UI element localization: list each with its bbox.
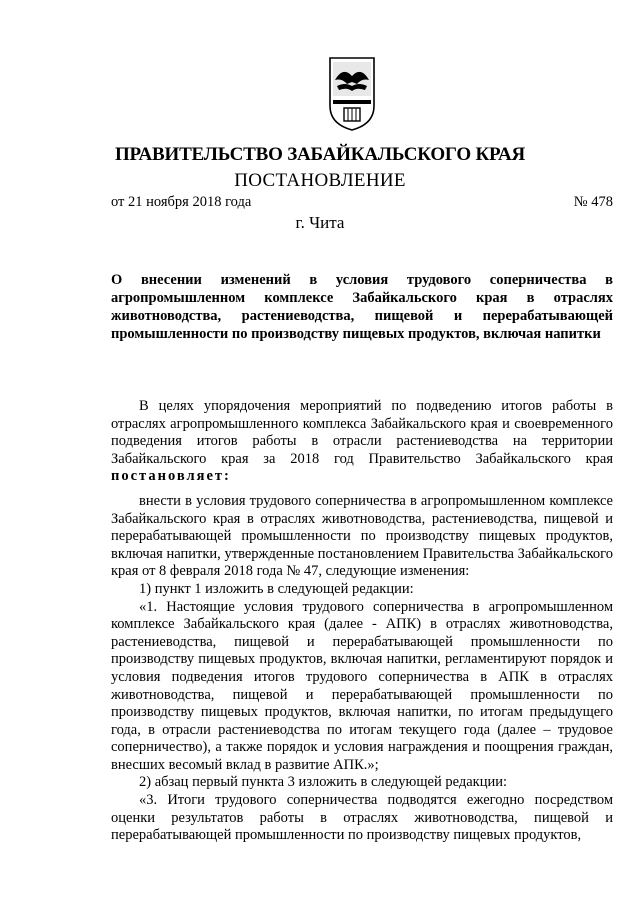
paragraph-3: «1. Настоящие условия трудового соперничества в агропромышленном комплексе Забайкальского края (далее - АПК) в отраслях животноводства, растениеводства, пищевой и перерабатывающей промышленности по производству пищевых продуктов, включая напитки, регламентируют порядок и условия подведения итогов трудового соперничества в АПК в отраслях животноводства, пищевой и перерабатывающей промышленности по производству пищевых продуктов, включая напитки, по итогам предыдущего года, в отрасли растениеводства по итогам текущего года (далее – трудовое соперничество), а также порядок и условия награждения и поощрения граждан, внесших весомый вклад в развитие АПК.»; <box>111 598 613 773</box>
decree-word: постановляет <box>111 468 225 485</box>
document-title: О внесении изменений в условия трудового соперничества в агропромышленном комплексе Забайкальского края в отраслях животноводства, растениеводства, пищевой и перерабатывающей промышленности по производству пищевых продуктов, включая напитки <box>111 272 613 342</box>
paragraph-1: внести в условия трудового соперничества в агропромышленном комплексе Забайкальского края в отраслях животноводства, растениеводства, пищевой и перерабатывающей промышленности по производству пищевых продуктов, включая напитки, утвержденные постановлением Правительства Забайкальского края от 8 февраля 2018 года № 47, следующие изменения: <box>111 492 613 580</box>
paragraph-4: 2) абзац первый пункта 3 изложить в следующей редакции: <box>139 774 508 791</box>
intro-text: В целях упорядочения мероприятий по подведению итогов работы в отраслях агропромышленного комплекса Забайкальского края и своевременного подведения итогов работы в отрасли растениеводства на территории Забайкальского края за 2018 год Правительство Забайкальского края <box>111 398 613 467</box>
document-type: ПОСТАНОВЛЕНИЕ <box>234 170 406 191</box>
decree-colon: : <box>224 468 231 485</box>
intro-paragraph <box>111 398 613 486</box>
paragraph-2: 1) пункт 1 изложить в следующей редакции: <box>139 580 414 597</box>
government-name: ПРАВИТЕЛЬСТВО ЗАБАЙКАЛЬСКОГО КРАЯ <box>114 144 526 165</box>
document-city: г. Чита <box>295 213 345 232</box>
document-body <box>111 398 613 845</box>
coat-of-arms-icon <box>327 56 377 132</box>
document-date: от 21 ноября 2018 года <box>111 194 252 210</box>
document-number: № 478 <box>573 194 613 210</box>
paragraph-5: «3. Итоги трудового соперничества подводятся ежегодно посредством оценки результатов работы в отраслях животноводства, пищевой и перерабатывающей промышленности по производству пищевых продуктов, <box>111 792 613 844</box>
